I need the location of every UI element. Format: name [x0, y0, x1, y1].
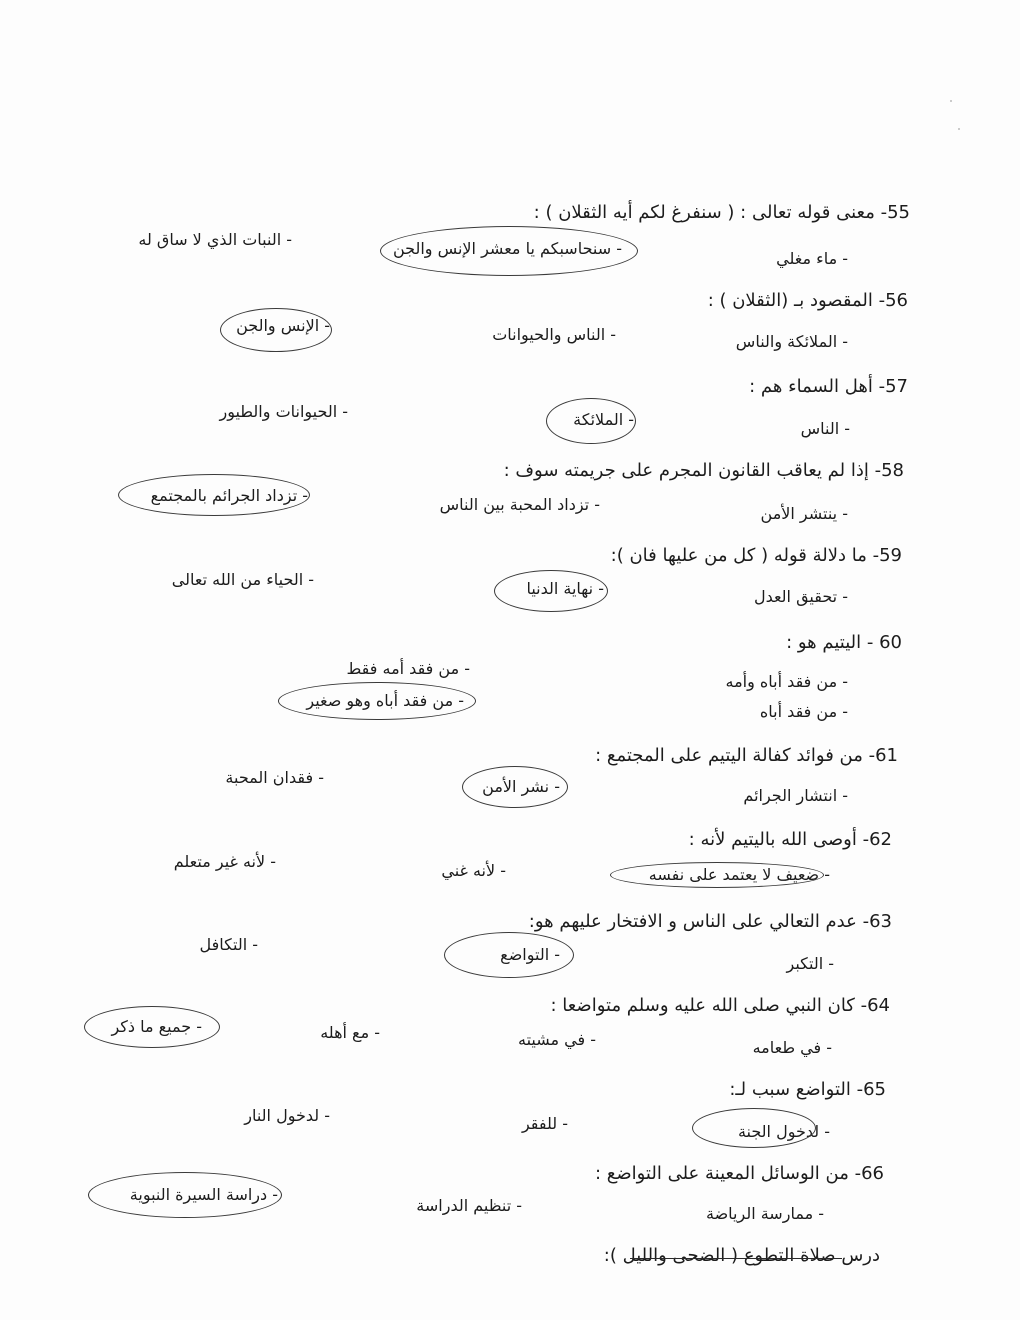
- answer-circle: [494, 570, 608, 612]
- answer-circle: [610, 862, 824, 888]
- q62-option-3: - لأنه غير متعلم: [173, 852, 276, 871]
- question-65: 65- التواضع سبب لـ:: [729, 1079, 886, 1100]
- q58-option-2: - تزداد المحبة بين الناس: [439, 495, 600, 514]
- question-63: 63- عدم التعالي على الناس و الافتخار عليهم هو:: [528, 911, 892, 932]
- q60-option-2: - من فقد أباه: [759, 702, 848, 721]
- q57-option-2: - الملائكة: [573, 410, 634, 429]
- q55-option-3: - النبات الذي لا ساق له: [138, 230, 292, 249]
- q65-option-3: - لدخول النار: [244, 1106, 330, 1125]
- q58-option-1: - ينتشر الأمن: [760, 504, 848, 523]
- q60-option-3: - من فقد أمه فقط: [346, 659, 470, 678]
- q62-option-2: - لأنه غني: [441, 861, 506, 880]
- q59-option-3: - الحياء من الله تعالى: [171, 570, 314, 589]
- answer-circle: [88, 1172, 282, 1218]
- q64-option-4: - جميع ما ذكر: [111, 1017, 202, 1036]
- q59-option-1: - تحقيق العدل: [753, 587, 848, 606]
- q60-option-4: - من فقد أباه وهو صغير: [306, 691, 464, 710]
- question-66: 66- من الوسائل المعينة على التواضع :: [594, 1163, 884, 1184]
- q57-option-3: - الحيوانات والطيور: [219, 402, 348, 421]
- q56-option-1: - الملائكة والناس: [735, 332, 848, 351]
- q57-option-1: - الناس: [800, 419, 850, 438]
- question-61: 61- من فوائد كفالة اليتيم على المجتمع :: [595, 745, 898, 766]
- q55-option-2: - سنحاسبكم يا معشر الإنس والجن: [392, 239, 622, 258]
- answer-circle: [692, 1108, 816, 1148]
- q64-option-2: - في مشيته: [517, 1030, 596, 1049]
- question-56: 56- المقصود بـ (الثقلان ) :: [707, 290, 908, 311]
- q62-option-1: - ضعيف لا يعتمد على نفسه: [648, 865, 830, 884]
- q56-option-3: - الإنس والجن: [236, 316, 330, 335]
- q65-option-2: - للفقر: [521, 1114, 568, 1133]
- answer-circle: [380, 226, 638, 276]
- answer-circle: [278, 682, 476, 720]
- question-55: 55- معنى قوله تعالى : ( سنفرغ لكم أيه الثقلان ) :: [533, 202, 910, 223]
- q63-option-1: - التكبر: [786, 954, 834, 973]
- question-57: 57- أهل السماء هم :: [749, 376, 908, 397]
- q60-option-1: - من فقد أباه وأمه: [725, 672, 848, 691]
- q55-option-1: - ماء مغلي: [776, 249, 848, 268]
- answer-circle: [462, 766, 568, 808]
- question-58: 58- إذا لم يعاقب القانون المجرم على جريمته سوف :: [503, 460, 904, 481]
- q66-option-2: - تنظيم الدراسة: [416, 1196, 522, 1215]
- answer-circle: [84, 1006, 220, 1048]
- lesson-title: درس صلاة التطوع ( الضحى والليل ):: [603, 1245, 880, 1266]
- q65-option-1: - لدخول الجنة: [737, 1122, 830, 1141]
- q61-option-3: - فقدان المحبة: [225, 768, 324, 787]
- question-59: 59- ما دلالة قوله ( كل من عليها فان ):: [610, 545, 902, 566]
- scan-speck: [950, 100, 952, 102]
- q64-option-1: - في طعامه: [752, 1038, 832, 1057]
- q66-option-1: - ممارسة الرياضة: [706, 1204, 824, 1223]
- question-60: 60 - اليتيم هو :: [786, 632, 902, 653]
- q58-option-3: - تزداد الجرائم بالمجتمع: [150, 486, 308, 505]
- scan-speck: [958, 128, 960, 130]
- q59-option-2: - نهاية الدنيا: [526, 579, 604, 598]
- q66-option-3: - دراسة السيرة النبوية: [129, 1185, 278, 1204]
- question-62: 62- أوصى الله باليتيم لأنه :: [688, 829, 892, 850]
- answer-circle: [220, 308, 332, 352]
- q61-option-1: - انتشار الجرائم: [743, 786, 848, 805]
- q56-option-2: - الناس والحيوانات: [492, 325, 616, 344]
- q61-option-2: - نشر الأمن: [482, 777, 560, 796]
- answer-circle: [444, 932, 574, 978]
- answer-circle: [546, 398, 636, 444]
- q63-option-3: - التكافل: [199, 935, 258, 954]
- q63-option-2: - التواضع: [500, 945, 560, 964]
- strikethrough-line: [630, 1258, 842, 1259]
- answer-circle: [118, 474, 310, 516]
- question-64: 64- كان النبي صلى الله عليه وسلم متواضعا :: [550, 995, 890, 1016]
- q64-option-3: - مع أهله: [320, 1023, 380, 1042]
